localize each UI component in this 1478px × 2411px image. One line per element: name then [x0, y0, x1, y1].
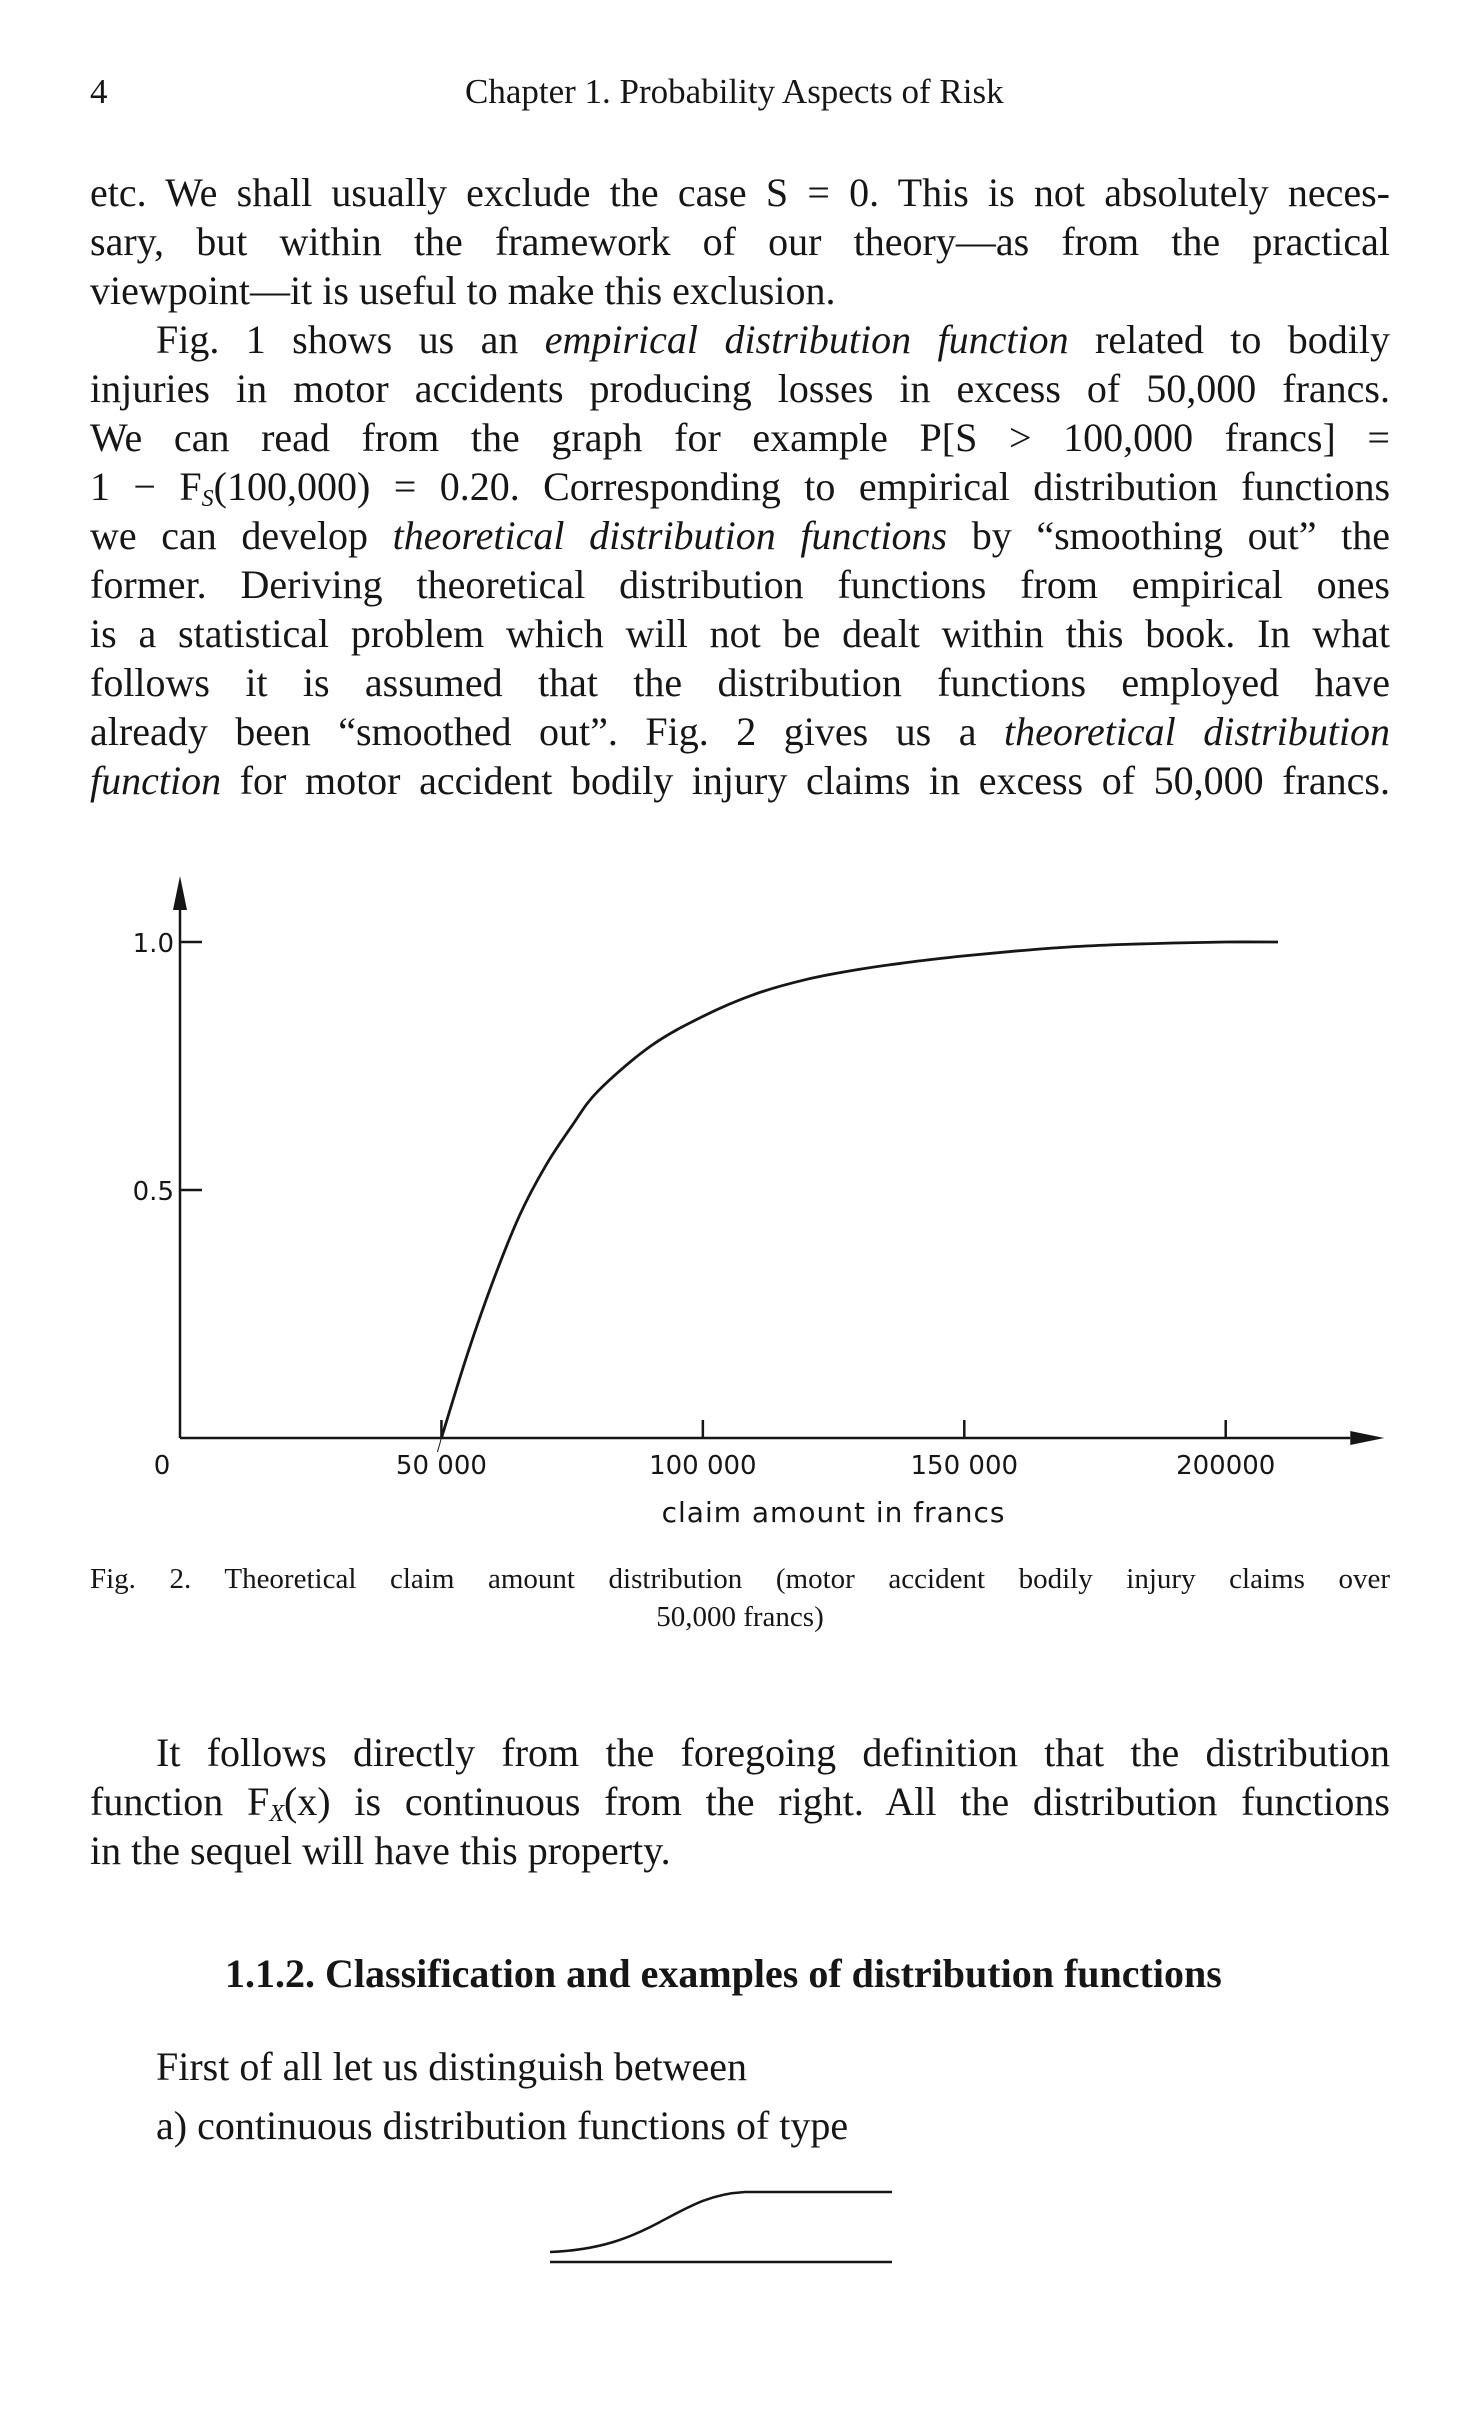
text-line: [90, 511, 1390, 560]
x-tick-label: 150 000: [910, 1451, 1019, 1481]
text-run: function F: [90, 1779, 270, 1824]
section-heading: 1.1.2. Classification and examples of distribution functions: [225, 1951, 1222, 1996]
emphasis-term: theoretical distribution functions: [392, 513, 948, 558]
claim-distribution-chart: [0, 870, 1478, 1550]
text-run: by “smoothing out” the: [947, 513, 1390, 558]
text-line: [90, 707, 1390, 756]
text-line: [90, 462, 1390, 511]
text-line: in the sequel will have this property.: [90, 1828, 671, 1873]
y-tick-label: 1.0: [132, 929, 174, 959]
text-run: 1 − F: [90, 464, 202, 509]
y-axis-arrow: [173, 876, 187, 910]
figure-2-chart: [0, 870, 1478, 1550]
text-run: (x) is continuous from the right. All the distribution functions: [283, 1779, 1390, 1824]
x-axis-label: claim amount in francs: [661, 1496, 1006, 1529]
text-run: (100,000) = 0.20. Corresponding to empirical distribution functions: [213, 464, 1391, 509]
caption-line: 50,000 francs): [656, 1601, 824, 1633]
curve-start-stub: [437, 1438, 441, 1452]
x-tick-label: 0: [153, 1451, 171, 1481]
paragraph-3: [90, 1728, 1390, 1875]
text-run: Fig. 1 shows us an: [156, 317, 545, 362]
x-tick-label: 100 000: [649, 1451, 757, 1481]
text-line: [90, 756, 1390, 805]
page-header: [90, 72, 1390, 122]
text-line: [90, 1777, 1390, 1826]
y-tick-label: 0.5: [132, 1177, 174, 1207]
paragraph-1: [90, 168, 1390, 315]
text-line: First of all let us distinguish between: [156, 2044, 748, 2089]
text-line: etc. We shall usually exclude the case S = 0. This is not absolutely neces-: [90, 170, 1390, 215]
text-line: viewpoint—it is useful to make this exclusion.: [90, 268, 836, 313]
text-line: is a statistical problem which will not be dealt within this book. In what: [90, 611, 1390, 656]
text-run: already been “smoothed out”. Fig. 2 gives us a: [90, 709, 1004, 754]
x-axis-arrow: [1350, 1431, 1384, 1445]
text-line: follows it is assumed that the distribution functions employed have: [90, 660, 1390, 705]
page-number: 4: [90, 72, 108, 111]
subscript: X: [269, 1801, 284, 1827]
sketch-curve: [550, 2192, 892, 2252]
paragraph-2: [90, 315, 1390, 805]
emphasis-term: empirical distribution function: [544, 317, 1069, 362]
distribution-curve: [441, 942, 1278, 1438]
text-run: we can develop: [90, 513, 393, 558]
x-tick-label: 50 000: [395, 1451, 487, 1481]
text-line: We can read from the graph for example P[S > 100,000 francs] =: [90, 415, 1390, 460]
text-line: It follows directly from the foregoing definition that the distribution: [156, 1730, 1390, 1775]
emphasis-term: theoretical distribution: [1004, 709, 1390, 754]
text-run: for motor accident bodily injury claims in excess of 50,000 francs.: [221, 758, 1390, 803]
text-line: [90, 315, 1390, 364]
subscript: S: [201, 486, 214, 512]
text-line: injuries in motor accidents producing losses in excess of 50,000 francs.: [90, 366, 1390, 411]
emphasis-term: function: [90, 758, 222, 803]
text-line: a) continuous distribution functions of type: [156, 2103, 849, 2148]
caption-line: Fig. 2. Theoretical claim amount distribution (motor accident bodily injury claims over: [90, 1563, 1390, 1595]
text-line: sary, but within the framework of our theory—as from the practical: [90, 219, 1390, 264]
continuous-distribution-sketch: [540, 2180, 900, 2270]
x-tick-label: 200000: [1176, 1451, 1276, 1481]
text-run: related to bodily: [1068, 317, 1391, 362]
running-title: Chapter 1. Probability Aspects of Risk: [465, 72, 1004, 111]
text-line: former. Deriving theoretical distribution functions from empirical ones: [90, 562, 1390, 607]
figure-caption: [90, 1560, 1390, 1636]
paragraph-4: [90, 2042, 1390, 2150]
